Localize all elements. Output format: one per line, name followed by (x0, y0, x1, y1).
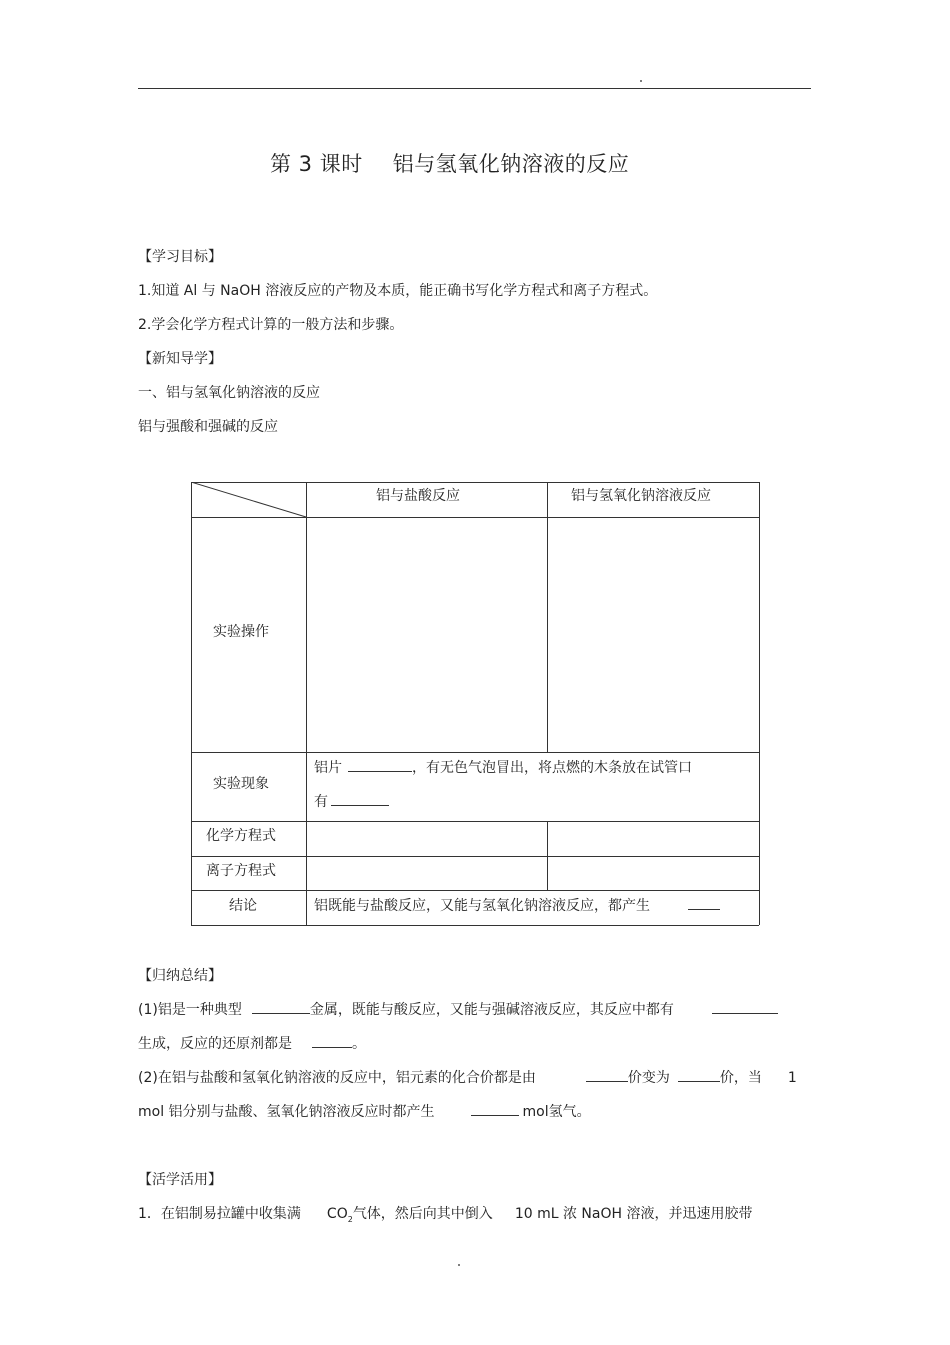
row-label-phenomenon: 实验现象 (213, 776, 269, 792)
row-label-chem-equation: 化学方程式 (206, 828, 276, 844)
phenomenon-line-2: 有 (314, 791, 389, 811)
row-label-ion-equation: 离子方程式 (206, 863, 276, 879)
col-header-naoh: 铝与氢氧化钠溶液反应 (571, 488, 711, 504)
title-topic: 铝与氢氧化钠溶液的反应 (392, 152, 630, 176)
summary-para-2-line-2: mol 铝分别与盐酸、氢氧化钠溶液反应时都产生 mol氢气。 (138, 1101, 591, 1121)
footer-dot (458, 1264, 460, 1266)
page-title (270, 148, 629, 178)
phenomenon-line-1: 铝片 ，有无色气泡冒出，将点燃的木条放在试管口 (314, 757, 692, 777)
row-label-operation: 实验操作 (213, 624, 269, 640)
apply-heading: 【活学活用】 (138, 1172, 222, 1188)
section-subtitle-1: 一、铝与氢氧化钠溶液的反应 (138, 385, 320, 401)
goal-2: 2.学会化学方程式计算的一般方法和步骤。 (138, 317, 404, 333)
diagonal-header-line (191, 482, 307, 518)
col-header-hcl: 铝与盐酸反应 (376, 488, 460, 504)
section-subtitle-2: 铝与强酸和强碱的反应 (138, 419, 278, 435)
header-dot (640, 80, 642, 82)
title-lesson: 第 3 课时 (270, 152, 363, 176)
reaction-table (191, 482, 759, 925)
summary-para-1-line-1: (1)铝是一种典型 金属，既能与酸反应，又能与强碱溶液反应，其反应中都有 (138, 999, 778, 1019)
conclusion-text: 铝既能与盐酸反应，又能与氢氧化钠溶液反应，都产生 (314, 895, 720, 915)
summary-para-2-line-1: (2)在铝与盐酸和氢氧化钠溶液的反应中，铝元素的化合价都是由 价变为 价，当 1 (138, 1067, 797, 1087)
new-knowledge-heading: 【新知导学】 (138, 351, 222, 367)
summary-heading: 【归纳总结】 (138, 968, 222, 984)
header-rule (138, 88, 811, 89)
goal-1: 1.知道 Al 与 NaOH 溶液反应的产物及本质，能正确书写化学方程式和离子方程式。 (138, 283, 658, 299)
row-label-conclusion: 结论 (229, 898, 257, 914)
summary-para-1-line-2: 生成，反应的还原剂都是 。 (138, 1033, 366, 1053)
apply-question-1: 1．在铝制易拉罐中收集满 $CO_2$气体，然后向其中倒入 10 mL 浓 NaOH 溶液，并迅速用胶带 (138, 1206, 753, 1224)
goals-heading: 【学习目标】 (138, 249, 222, 265)
